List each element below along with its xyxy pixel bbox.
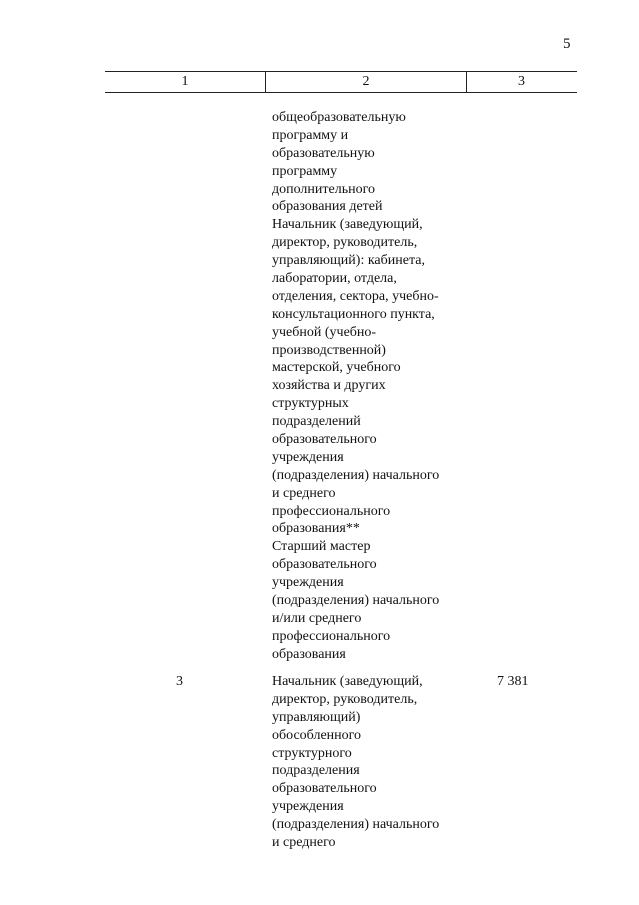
- text-line: (подразделения) начального: [272, 467, 440, 483]
- text-line: обособленного: [272, 727, 362, 743]
- row-value: 7 381: [497, 674, 529, 689]
- text-line: производственной): [272, 342, 386, 358]
- text-line: управляющий): [272, 709, 361, 725]
- page-number: 5: [563, 36, 571, 52]
- text-line: образования**: [272, 521, 360, 537]
- header-col-1: 1: [181, 74, 189, 89]
- text-line: образовательного: [272, 557, 377, 573]
- text-line: программу: [272, 163, 338, 179]
- text-line: программу и: [272, 127, 349, 143]
- table-header: [105, 71, 577, 93]
- text-line: отделения, сектора, учебно-: [272, 288, 439, 304]
- text-line: профессионального: [272, 503, 391, 519]
- text-line: и среднего: [272, 835, 336, 851]
- text-line: директор, руководитель,: [272, 235, 418, 251]
- text-line: и/или среднего: [272, 610, 362, 626]
- row-text: [272, 673, 472, 852]
- text-line: дополнительного: [272, 181, 375, 197]
- text-line: структурных: [272, 396, 349, 412]
- text-line: подразделений: [272, 414, 361, 430]
- text-line: Начальник (заведующий,: [272, 217, 423, 233]
- text-line: Начальник (заведующий,: [272, 674, 423, 689]
- text-line: лаборатории, отдела,: [272, 271, 397, 287]
- text-line: хозяйства и других: [272, 378, 386, 394]
- text-line: мастерской, учебного: [272, 360, 401, 376]
- text-line: образовательного: [272, 432, 377, 448]
- text-line: образования детей: [272, 199, 383, 215]
- text-line: образования: [272, 646, 346, 662]
- header-col-3: 3: [518, 74, 525, 89]
- text-line: структурного: [272, 745, 352, 761]
- text-line: (подразделения) начального: [272, 817, 440, 833]
- text-line: управляющий): кабинета,: [272, 253, 425, 269]
- header-col-2: 2: [265, 72, 467, 92]
- text-line: учреждения: [272, 575, 344, 591]
- text-line: (подразделения) начального: [272, 593, 440, 609]
- text-line: учебной (учебно-: [272, 324, 377, 340]
- text-line: и среднего: [272, 485, 336, 501]
- text-line: учреждения: [272, 799, 344, 815]
- text-line: консультационного пункта,: [272, 306, 435, 322]
- text-line: подразделения: [272, 763, 360, 779]
- text-line: директор, руководитель,: [272, 691, 418, 707]
- text-line: общеобразовательную: [272, 110, 406, 125]
- text-line: профессионального: [272, 628, 391, 644]
- row-number: 3: [176, 674, 183, 689]
- text-line: образовательного: [272, 781, 377, 797]
- text-line: Старший мастер: [272, 539, 371, 555]
- continuation-text: [272, 109, 472, 664]
- text-line: образовательную: [272, 145, 375, 161]
- text-line: учреждения: [272, 449, 344, 465]
